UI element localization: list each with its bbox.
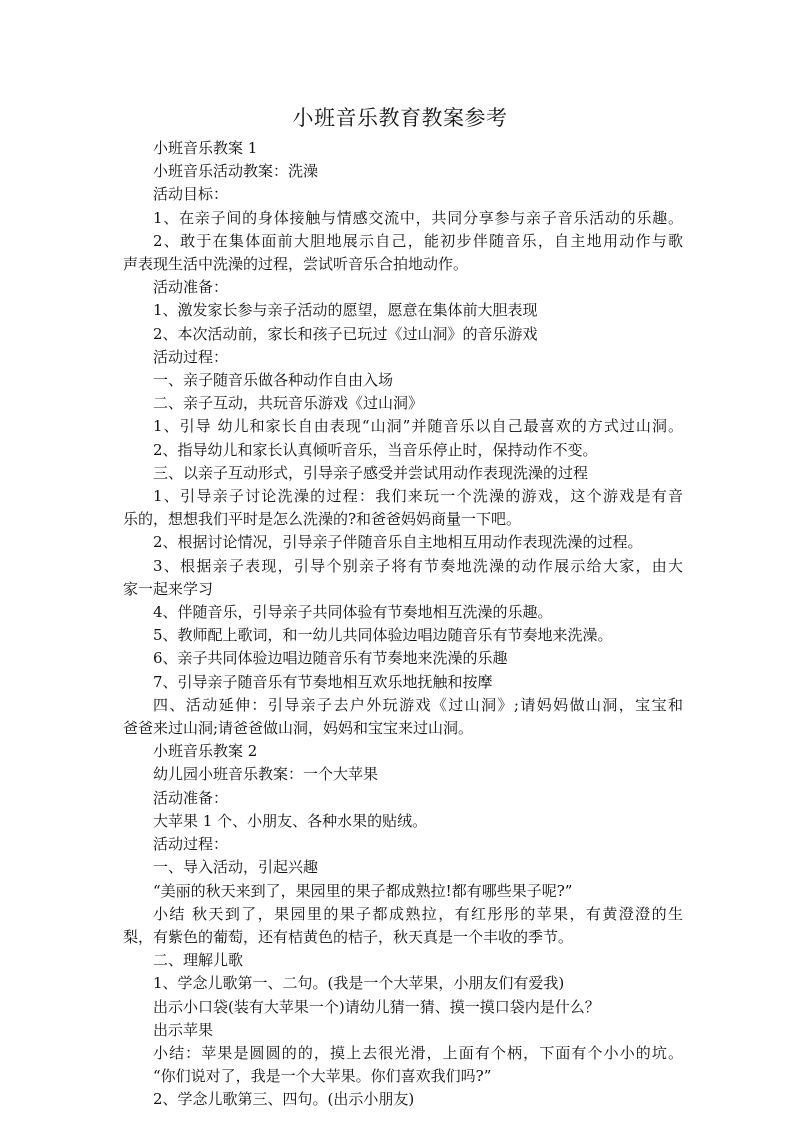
paragraph-line: 1、激发家长参与亲子活动的愿望，愿意在集体前大胆表现	[153, 301, 538, 320]
paragraph-line: 2、本次活动前，家长和孩子已玩过《过山洞》的音乐游戏	[153, 324, 538, 343]
document-title: 小班音乐教育教案参考	[292, 106, 508, 130]
paragraph-line: 四、活动延伸：引导亲子去户外玩游戏《过山洞》;请妈妈做山洞，宝宝和	[153, 695, 683, 714]
paragraph-line: 活动过程：	[153, 347, 229, 366]
paragraph-line: 梨，有紫色的葡萄，还有桔黄色的桔子，秋天真是一个丰收的季节。	[123, 927, 574, 946]
paragraph-line: 二、亲子互动，共玩音乐游戏《过山洞》	[153, 394, 424, 413]
paragraph-line: 4、伴随音乐，引导亲子共同体验有节奏地相互洗澡的乐趣。	[153, 603, 553, 622]
paragraph-line: 小结 秋天到了，果园里的果子都成熟拉，有红彤彤的苹果，有黄澄澄的生	[153, 904, 683, 923]
paragraph-line: 6、亲子共同体验边唱边随音乐有节奏地来洗澡的乐趣	[153, 649, 508, 668]
paragraph-line: 小结：苹果是圆圆的的，摸上去很光滑，上面有个柄，下面有个小小的坑。	[153, 1043, 683, 1062]
paragraph-line: 活动目标：	[153, 185, 229, 204]
paragraph-line: 2、根据讨论情况，引导亲子伴随音乐自主地相互用动作表现洗澡的过程。	[153, 533, 643, 552]
paragraph-line: 活动准备：	[153, 278, 229, 297]
paragraph-line: 乐的，想想我们平时是怎么洗澡的?和爸爸妈妈商量一下吧。	[123, 510, 522, 529]
paragraph-line: 家一起来学习	[123, 579, 214, 598]
paragraph-line: 1、引导 幼儿和家长自由表现“山洞”并随音乐以自己最喜欢的方式过山洞。	[153, 417, 683, 436]
paragraph-line: 2、敢于在集体面前大胆地展示自己，能初步伴随音乐，自主地用动作与歌	[153, 231, 683, 250]
paragraph-line: 1、学念儿歌第一、二句。(我是一个大苹果，小朋友们有爱我)	[153, 974, 565, 993]
paragraph-line: “你们说对了，我是一个大苹果。你们喜欢我们吗?”	[153, 1067, 492, 1086]
paragraph-line: 1、在亲子间的身体接触与情感交流中，共同分享参与亲子音乐活动的乐趣。	[153, 208, 683, 227]
paragraph-line: 爸爸来过山洞;请爸爸做山洞，妈妈和宝宝来过山洞。	[123, 719, 474, 738]
paragraph-line: 声表现生活中洗澡的过程，尝试听音乐合拍地动作。	[123, 255, 469, 274]
paragraph-line: 一、亲子随音乐做各种动作自由入场	[153, 371, 394, 390]
paragraph-line: 小班音乐教案 1	[153, 139, 258, 157]
paragraph-line: “美丽的秋天来到了，果园里的果子都成熟拉!都有哪些果子呢?”	[153, 881, 573, 900]
paragraph-line: 2、学念儿歌第三、四句。(出示小朋友)	[153, 1090, 415, 1109]
paragraph-line: 小班音乐活动教案：洗澡	[153, 162, 319, 181]
paragraph-line: 1、引导亲子讨论洗澡的过程：我们来玩一个洗澡的游戏，这个游戏是有音	[153, 487, 683, 506]
paragraph-line: 小班音乐教案 2	[153, 742, 258, 761]
paragraph-line: 活动准备：	[153, 788, 229, 807]
paragraph-line: 大苹果 1 个、小朋友、各种水果的贴绒。	[153, 811, 428, 830]
paragraph-line: 2、指导幼儿和家长认真倾听音乐，当音乐停止时，保持动作不变。	[153, 440, 598, 459]
paragraph-line: 一、导入活动，引起兴趣	[153, 858, 319, 877]
paragraph-line: 二、理解儿歌	[153, 951, 244, 970]
paragraph-line: 出示小口袋(装有大苹果一个)请幼儿猜一猜、摸一摸口袋内是什么？	[153, 997, 600, 1016]
paragraph-line: 3、根据亲子表现，引导个别亲子将有节奏地洗澡的动作展示给大家，由大	[153, 556, 683, 575]
paragraph-line: 5、教师配上歌词，和一幼儿共同体验边唱边随音乐有节奏地来洗澡。	[153, 626, 613, 645]
document-body	[123, 137, 683, 1112]
paragraph-line: 活动过程：	[153, 835, 229, 854]
paragraph-line: 7、引导亲子随音乐有节奏地相互欢乐地抚触和按摩	[153, 672, 493, 691]
paragraph-line: 幼儿园小班音乐教案：一个大苹果	[153, 765, 379, 784]
paragraph-line: 三、以亲子互动形式，引导亲子感受并尝试用动作表现洗澡的过程	[153, 463, 589, 482]
paragraph-line: 出示苹果	[153, 1020, 214, 1039]
